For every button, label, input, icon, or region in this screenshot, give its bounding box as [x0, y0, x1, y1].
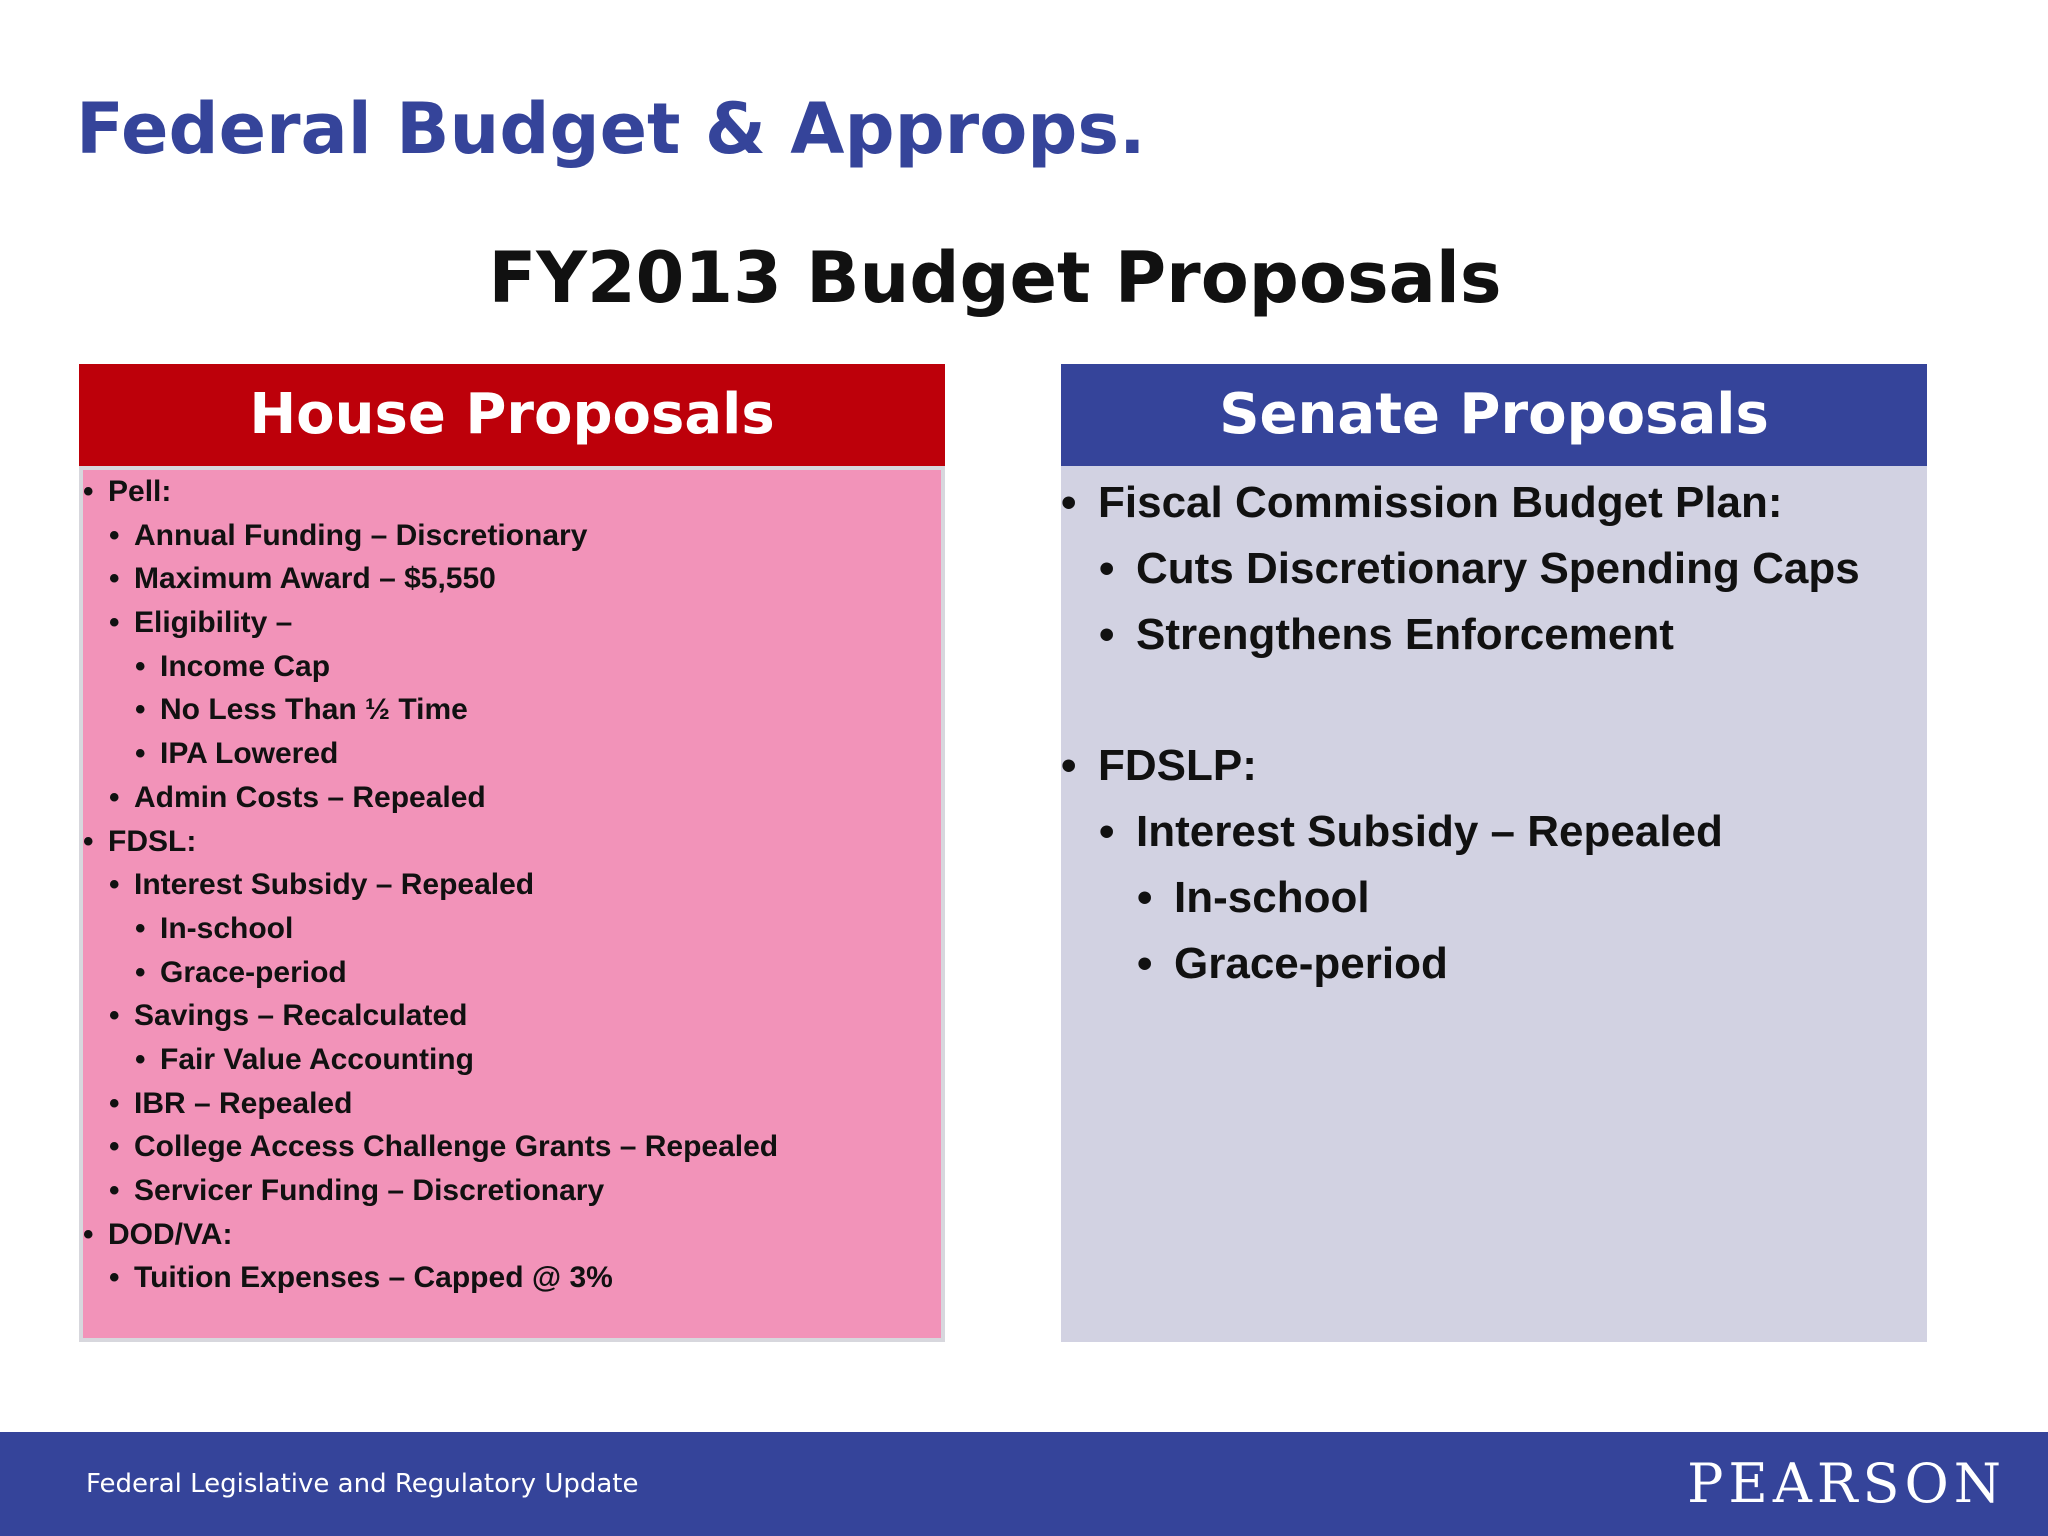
list-item-text: Interest Subsidy – Repealed [1136, 806, 1723, 856]
list-item-text: Cuts Discretionary Spending Caps [1136, 543, 1860, 593]
bullet-icon: • [135, 1042, 146, 1076]
list-item [83, 732, 941, 776]
list-item-text: IBR – Repealed [134, 1086, 353, 1120]
list-item [83, 601, 941, 645]
senate-proposals-list [1061, 470, 1927, 996]
list-item [83, 557, 941, 601]
list-item [83, 514, 941, 558]
list-item-text: No Less Than ½ Time [160, 693, 468, 727]
list-item [1061, 865, 1927, 931]
bullet-icon: • [83, 824, 94, 858]
bullet-icon: • [109, 780, 120, 814]
list-item-text: Servicer Funding – Discretionary [134, 1174, 605, 1207]
bullet-icon: • [109, 868, 120, 902]
list-item [83, 907, 941, 951]
bullet-icon: • [135, 649, 146, 683]
list-item [1061, 536, 1927, 602]
list-item [83, 863, 941, 907]
house-proposals-panel [79, 364, 945, 1342]
list-item [83, 820, 941, 864]
list-item [1061, 602, 1927, 668]
list-item [83, 1125, 941, 1169]
bullet-icon: • [109, 999, 120, 1033]
list-item-text: Grace-period [160, 955, 347, 989]
list-item [83, 1256, 941, 1300]
list-item [1061, 931, 1927, 997]
house-proposals-heading: House Proposals [79, 364, 945, 470]
bullet-icon: • [1061, 741, 1077, 791]
list-item [83, 470, 941, 514]
list-item-text: Maximum Award – $5,550 [134, 562, 496, 596]
list-item [83, 776, 941, 820]
list-item [1061, 733, 1927, 799]
list-item [83, 994, 941, 1038]
bullet-icon: • [1099, 609, 1115, 659]
slide-subtitle: FY2013 Budget Proposals [488, 237, 1502, 319]
senate-proposals-heading: Senate Proposals [1061, 364, 1927, 470]
list-item [1061, 799, 1927, 865]
list-item [1061, 470, 1927, 536]
bullet-icon: • [109, 1130, 120, 1164]
list-item [83, 645, 941, 689]
list-item-text: Interest Subsidy – Repealed [134, 868, 535, 902]
bullet-icon: • [109, 1086, 120, 1120]
bullet-icon: • [135, 737, 146, 771]
bullet-icon: • [1099, 806, 1115, 856]
list-item-text: Pell: [108, 475, 172, 508]
list-item-text: Income Cap [160, 649, 331, 683]
bullet-icon: • [109, 518, 120, 552]
list-item-text: FDSLP: [1098, 741, 1257, 791]
list-item-text: Tuition Expenses – Capped @ 3% [134, 1261, 613, 1295]
bullet-icon: • [109, 606, 120, 640]
list-item-text: DOD/VA: [108, 1217, 233, 1251]
bullet-icon: • [135, 911, 146, 945]
list-item [83, 1082, 941, 1126]
list-item-text: Eligibility – [134, 606, 293, 640]
bullet-icon: • [83, 475, 94, 508]
list-item-text: College Access Challenge Grants – Repealed [134, 1130, 779, 1164]
bullet-icon: • [135, 955, 146, 989]
list-item-text: Admin Costs – Repealed [134, 780, 486, 814]
list-item-text: Annual Funding – Discretionary [134, 518, 588, 552]
list-item-text: IPA Lowered [160, 737, 339, 771]
list-item-text: Fair Value Accounting [160, 1042, 474, 1076]
page-title: Federal Budget & Approps. [76, 88, 1146, 170]
list-item [83, 951, 941, 995]
list-item-text: Grace-period [1174, 938, 1448, 988]
list-item-text: Fiscal Commission Budget Plan: [1098, 478, 1783, 527]
bullet-icon: • [83, 1217, 94, 1251]
list-item [1061, 667, 1927, 733]
list-item [83, 1169, 941, 1213]
bullet-icon: • [1137, 872, 1153, 922]
bullet-icon: • [1137, 938, 1153, 988]
senate-proposals-panel [1061, 364, 1927, 1342]
house-proposals-list [83, 470, 941, 1300]
pearson-logo: PEARSON [1687, 1452, 2006, 1515]
bullet-icon: • [109, 1261, 120, 1295]
list-item-text: Strengthens Enforcement [1136, 609, 1674, 659]
bullet-icon: • [109, 562, 120, 596]
list-item [83, 1038, 941, 1082]
bullet-icon: • [1061, 478, 1077, 527]
list-item-text: FDSL: [108, 824, 197, 858]
list-item-text: Savings – Recalculated [134, 999, 468, 1033]
list-item [83, 1213, 941, 1257]
footer-bar [0, 1432, 2048, 1536]
bullet-icon: • [1099, 543, 1115, 593]
footer-text: Federal Legislative and Regulatory Update [86, 1469, 639, 1499]
bullet-icon: • [135, 693, 146, 727]
list-item-text: In-school [160, 911, 294, 945]
list-item-text: In-school [1174, 872, 1370, 922]
list-item [83, 688, 941, 732]
bullet-icon: • [109, 1174, 120, 1207]
